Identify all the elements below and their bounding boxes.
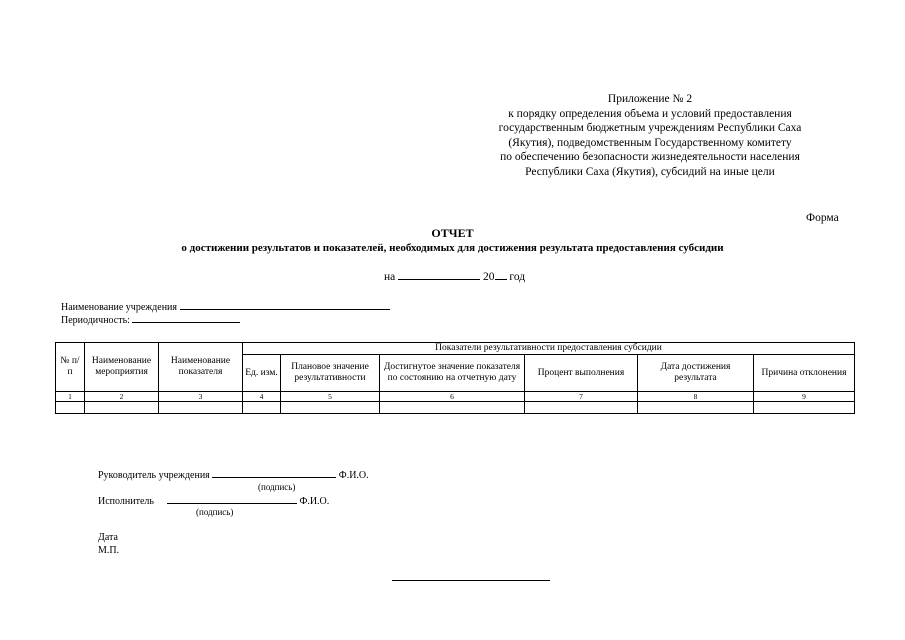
date-line — [384, 270, 525, 283]
appendix-line: Приложение № 2 — [607, 93, 693, 105]
col-number: 1 — [56, 392, 85, 402]
appendix-header — [440, 92, 860, 180]
table-cell[interactable] — [525, 402, 638, 414]
col-number: 8 — [638, 392, 754, 402]
table-cell[interactable] — [243, 402, 281, 414]
col-number: 3 — [159, 392, 243, 402]
year-prefix: 20 — [483, 271, 495, 283]
head-signature-caption: (подпись) — [258, 482, 296, 492]
head-fio: Ф.И.О. — [338, 470, 369, 481]
head-signature-blank[interactable] — [212, 468, 336, 478]
header-event: Наименование мероприятия — [85, 343, 159, 392]
table-cell[interactable] — [380, 402, 525, 414]
table-cell[interactable] — [85, 402, 159, 414]
col-number: 5 — [281, 392, 380, 402]
appendix-line: по обеспечению безопасности жизнедеятельности населения — [500, 151, 800, 164]
executor-signature-blank[interactable] — [167, 494, 297, 504]
header-unit: Ед. изм. — [243, 355, 281, 392]
header-achieved: Достигнутое значение показателя по состоянию на отчетную дату — [380, 355, 525, 392]
executor-signature-line — [98, 494, 329, 507]
header-indicator: Наименование показателя — [159, 343, 243, 392]
executor-label: Исполнитель — [98, 496, 154, 507]
table-number-row — [56, 392, 855, 402]
report-table — [55, 342, 855, 414]
header-planned: Плановое значение результативности — [281, 355, 380, 392]
appendix-line: Республики Саха (Якутия), субсидий на иные цели — [525, 165, 775, 178]
table-cell[interactable] — [281, 402, 380, 414]
date-prefix: на — [384, 271, 396, 283]
executor-signature-caption: (подпись) — [196, 507, 234, 517]
date-blank[interactable] — [398, 270, 480, 280]
year-blank[interactable] — [495, 270, 507, 280]
header-percent: Процент выполнения — [525, 355, 638, 392]
appendix-line: государственным бюджетным учреждениям Республики Саха — [498, 122, 802, 135]
header-date: Дата достижения результата — [638, 355, 754, 392]
table-cell[interactable] — [754, 402, 855, 414]
table-header-row — [56, 343, 855, 355]
head-signature-line — [98, 468, 369, 481]
table-cell[interactable] — [638, 402, 754, 414]
institution-blank[interactable] — [180, 300, 390, 310]
header-num: № п/п — [56, 343, 85, 392]
col-number: 7 — [525, 392, 638, 402]
table-row — [56, 402, 855, 414]
form-label: Форма — [806, 212, 839, 224]
col-number: 9 — [754, 392, 855, 402]
periodicity-blank[interactable] — [132, 313, 240, 323]
stamp-label: М.П. — [98, 545, 120, 556]
institution-line — [61, 300, 390, 313]
year-suffix: год — [509, 271, 526, 283]
table-cell[interactable] — [159, 402, 243, 414]
report-title: ОТЧЕТ — [431, 226, 474, 240]
periodicity-line — [61, 313, 240, 326]
col-number: 6 — [380, 392, 525, 402]
report-subtitle: о достижении результатов и показателей, необходимых для достижения результата предоставления субсидии — [181, 242, 724, 254]
header-reason: Причина отклонения — [754, 355, 855, 392]
date-label: Дата — [98, 532, 118, 543]
executor-fio: Ф.И.О. — [299, 496, 330, 507]
col-number: 2 — [85, 392, 159, 402]
header-group: Показатели результативности предоставления субсидии — [243, 343, 855, 355]
head-label: Руководитель учреждения — [98, 470, 210, 481]
institution-label: Наименование учреждения — [61, 302, 178, 313]
appendix-line: (Якутия), подведомственным Государственному комитету — [508, 136, 792, 149]
table-cell[interactable] — [56, 402, 85, 414]
appendix-line: к порядку определения объема и условий предоставления — [508, 107, 792, 120]
col-number: 4 — [243, 392, 281, 402]
footer-divider — [392, 580, 550, 581]
periodicity-label: Периодичность: — [61, 315, 130, 326]
